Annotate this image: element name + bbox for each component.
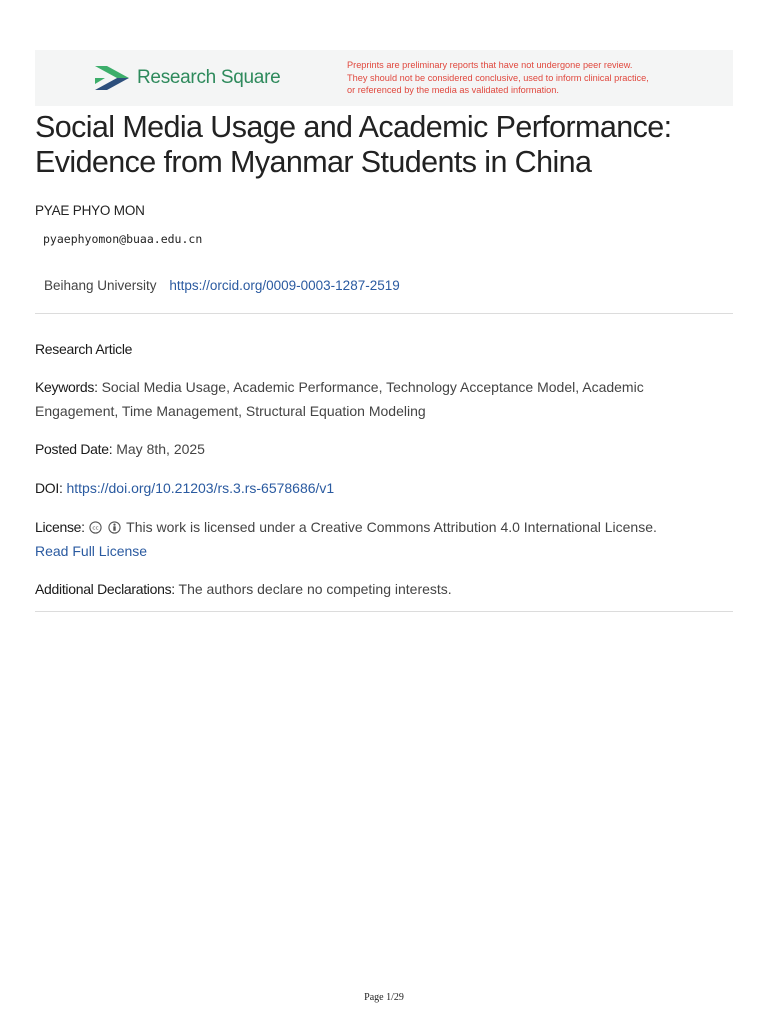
posted-date-value: May 8th, 2025 [116,441,205,457]
logo-text: Research Square [137,67,281,88]
additional-declarations [35,577,725,601]
creative-commons-icon [89,521,102,534]
author-email[interactable]: pyaephyomon@buaa.edu.cn [43,232,203,246]
doi-link[interactable]: https://doi.org/10.21203/rs.3.rs-6578686/v1 [66,480,335,496]
license-text: This work is licensed under a Creative Commons Attribution 4.0 International License. [126,519,657,535]
divider-top [35,313,733,314]
affiliation-row [44,278,400,293]
article-type-label: Research Article [35,341,133,357]
preprint-disclaimer [347,59,697,97]
attribution-icon [108,521,121,534]
disclaimer-line: or referenced by the media as validated information. [347,85,559,96]
article-type [35,337,725,361]
svg-text:cc: cc [92,525,99,532]
doi [35,476,725,500]
divider-bottom [35,611,733,612]
disclaimer-line: They should not be considered conclusive, used to inform clinical practice, [347,72,649,83]
license [35,515,725,563]
preprint-banner [35,50,733,106]
disclaimer-line: Preprints are preliminary reports that have not undergone peer review. [347,60,633,70]
declarations-value: The authors declare no competing interests. [178,581,452,597]
license-label: License: [35,519,85,535]
posted-date [35,437,725,461]
author-name: PYAE PHYO MON [35,203,145,218]
posted-date-label: Posted Date: [35,441,113,457]
declarations-label: Additional Declarations: [35,581,175,597]
research-square-logo-icon [93,64,131,92]
page-number: Page 1/29 [364,992,404,1003]
read-full-license-link[interactable]: Read Full License [35,543,148,559]
paper-title [35,110,735,180]
keywords-label: Keywords: [35,379,98,395]
title-line-1: Social Media Usage and Academic Performance: [35,110,672,144]
research-square-logo[interactable] [93,64,280,92]
orcid-link[interactable]: https://orcid.org/0009-0003-1287-2519 [169,278,400,293]
title-line-2: Evidence from Myanmar Students in China [35,145,592,179]
keywords-value-cont: Engagement, Time Management, Structural Equation Modeling [35,403,426,419]
keywords-value: Social Media Usage, Academic Performance, Technology Acceptance Model, Academic [101,379,644,395]
doi-label: DOI: [35,480,63,496]
affiliation: Beihang University [44,278,157,293]
keywords [35,375,725,423]
